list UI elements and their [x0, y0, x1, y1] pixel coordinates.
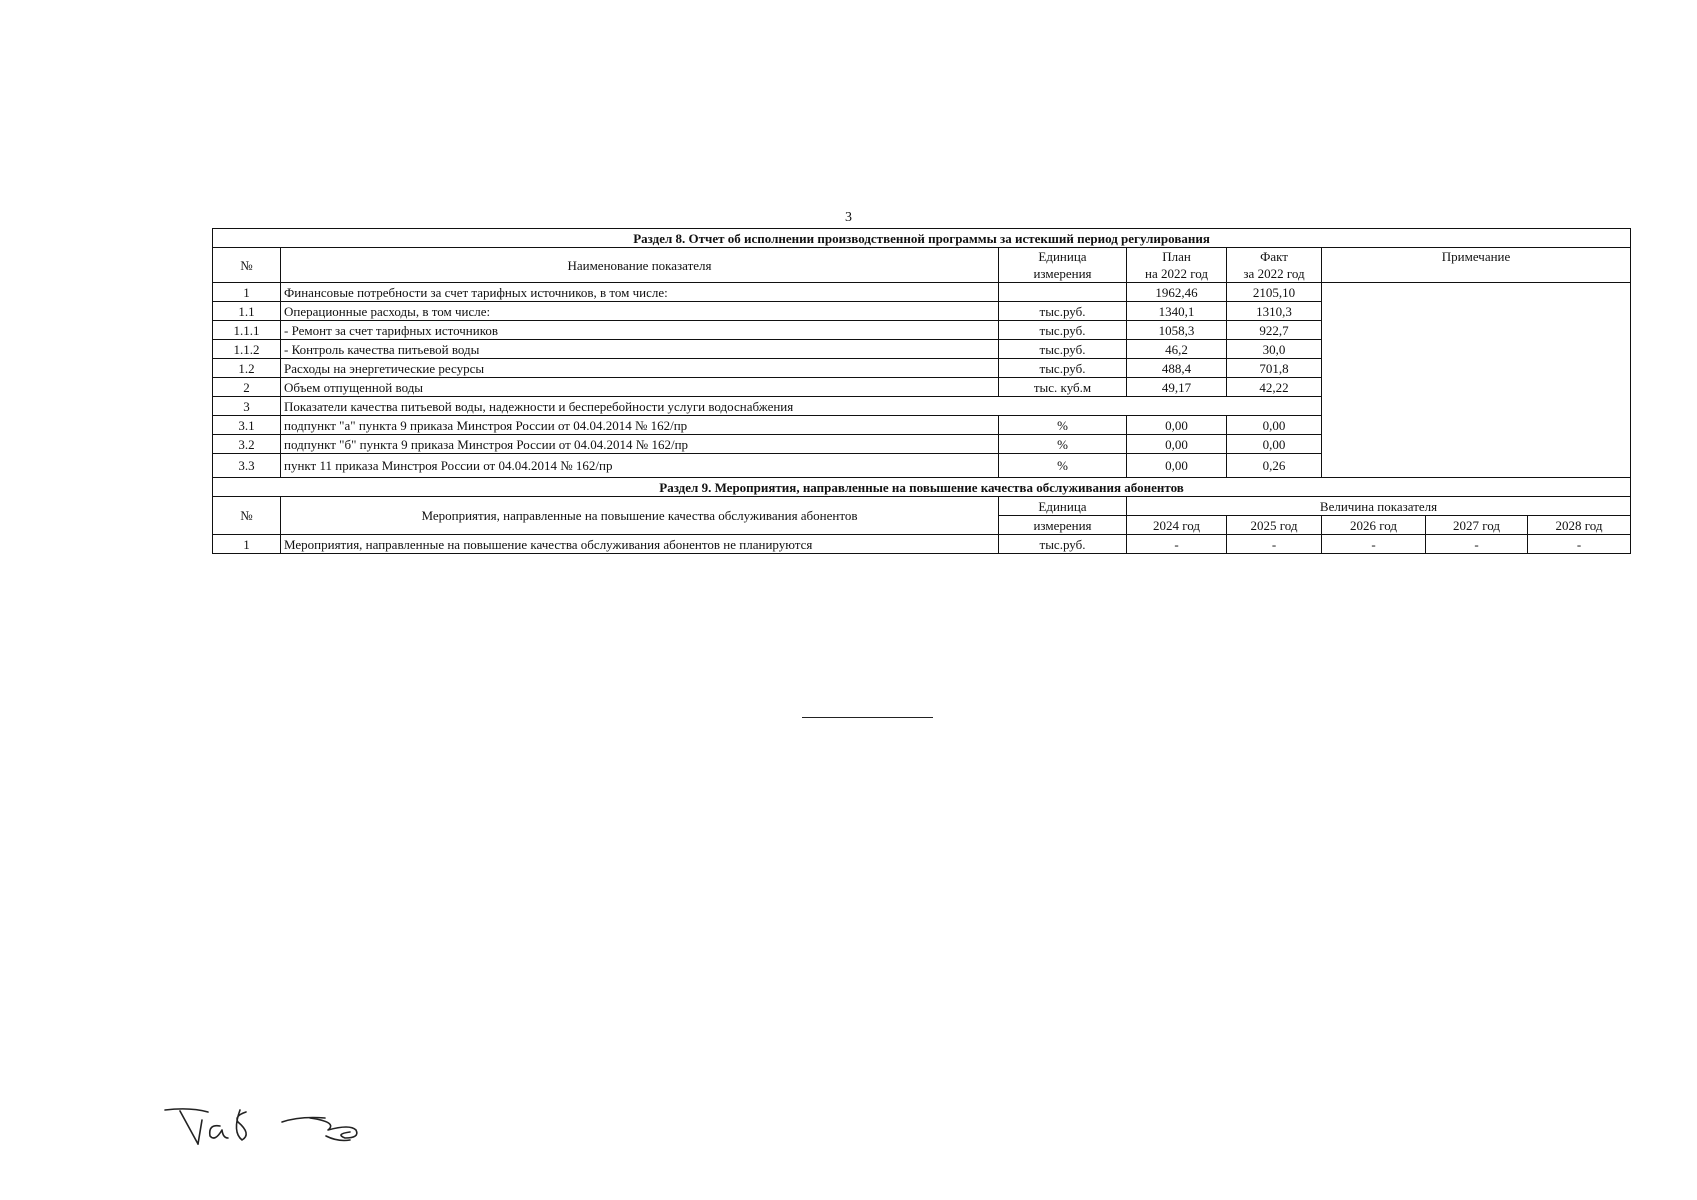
- row-fact: 42,22: [1227, 378, 1322, 397]
- row-value: -: [1528, 535, 1631, 554]
- section8-header-row: [213, 248, 1631, 283]
- row-plan: 49,17: [1127, 378, 1227, 397]
- row-num: 1: [213, 535, 281, 554]
- row-value: -: [1227, 535, 1322, 554]
- header-num: №: [213, 248, 281, 283]
- row-plan: 1058,3: [1127, 321, 1227, 340]
- row-name: - Контроль качества питьевой воды: [281, 340, 999, 359]
- row-num: 3.3: [213, 454, 281, 478]
- handwritten-signature: [160, 1102, 410, 1152]
- row-name: пункт 11 приказа Минстроя России от 04.04.2014 № 162/пр: [281, 454, 999, 478]
- row-fact: 0,00: [1227, 435, 1322, 454]
- header-year: 2026 год: [1322, 516, 1426, 535]
- row-num: 2: [213, 378, 281, 397]
- row-num: 1.2: [213, 359, 281, 378]
- end-of-document-rule: [802, 717, 933, 718]
- row-plan: 488,4: [1127, 359, 1227, 378]
- header-year: 2027 год: [1426, 516, 1528, 535]
- row-fact: 30,0: [1227, 340, 1322, 359]
- row-unit: [999, 283, 1127, 302]
- row-plan: 0,00: [1127, 416, 1227, 435]
- row-num: 1.1.1: [213, 321, 281, 340]
- row-name: Показатели качества питьевой воды, надежности и бесперебойности услуги водоснабжения: [281, 397, 1322, 416]
- section8-title-row: [213, 229, 1631, 248]
- header-unit-line2: измерения: [1033, 266, 1092, 281]
- row-unit: %: [999, 454, 1127, 478]
- header-year: 2024 год: [1127, 516, 1227, 535]
- header-name: Наименование показателя: [281, 248, 999, 283]
- report-table: [212, 228, 1631, 554]
- row-name: - Ремонт за счет тарифных источников: [281, 321, 999, 340]
- header-fact: [1227, 248, 1322, 283]
- row-num: 1.1.2: [213, 340, 281, 359]
- header-unit-line2: измерения: [999, 516, 1127, 535]
- header-num: №: [213, 497, 281, 535]
- row-num: 3: [213, 397, 281, 416]
- header-plan-line2: на 2022 год: [1145, 266, 1208, 281]
- row-fact: 0,26: [1227, 454, 1322, 478]
- row-fact: 922,7: [1227, 321, 1322, 340]
- header-fact-line1: Факт: [1260, 249, 1288, 264]
- row-plan: 0,00: [1127, 435, 1227, 454]
- row-unit: тыс.руб.: [999, 321, 1127, 340]
- row-unit: тыс.руб.: [999, 359, 1127, 378]
- row-plan: 1340,1: [1127, 302, 1227, 321]
- header-year: 2025 год: [1227, 516, 1322, 535]
- header-note: Примечание: [1322, 248, 1631, 283]
- header-plan: [1127, 248, 1227, 283]
- row-fact: 1310,3: [1227, 302, 1322, 321]
- header-year: 2028 год: [1528, 516, 1631, 535]
- row-unit: тыс. куб.м: [999, 378, 1127, 397]
- row-value: -: [1322, 535, 1426, 554]
- header-unit-line1: Единица: [999, 497, 1127, 516]
- row-name: подпункт "а" пункта 9 приказа Минстроя России от 04.04.2014 № 162/пр: [281, 416, 999, 435]
- row-fact: 2105,10: [1227, 283, 1322, 302]
- row-fact: 701,8: [1227, 359, 1322, 378]
- row-plan: 46,2: [1127, 340, 1227, 359]
- section9-header-row: [213, 497, 1631, 516]
- row-unit: %: [999, 435, 1127, 454]
- row-num: 1.1: [213, 302, 281, 321]
- row-unit: %: [999, 416, 1127, 435]
- header-fact-line2: за 2022 год: [1243, 266, 1305, 281]
- row-unit: тыс.руб.: [999, 535, 1127, 554]
- row-fact: 0,00: [1227, 416, 1322, 435]
- row-value: -: [1426, 535, 1528, 554]
- row-unit: тыс.руб.: [999, 302, 1127, 321]
- row-name: Финансовые потребности за счет тарифных источников, в том числе:: [281, 283, 999, 302]
- header-measures: Мероприятия, направленные на повышение качества обслуживания абонентов: [281, 497, 999, 535]
- row-name: Мероприятия, направленные на повышение качества обслуживания абонентов не планируются: [281, 535, 999, 554]
- header-value: Величина показателя: [1127, 497, 1631, 516]
- table-row: [213, 535, 1631, 554]
- table-row: [213, 283, 1631, 302]
- note-cell: [1322, 283, 1631, 478]
- section9-title: Раздел 9. Мероприятия, направленные на повышение качества обслуживания абонентов: [213, 478, 1631, 497]
- row-name: подпункт "б" пункта 9 приказа Минстроя России от 04.04.2014 № 162/пр: [281, 435, 999, 454]
- row-name: Расходы на энергетические ресурсы: [281, 359, 999, 378]
- row-name: Операционные расходы, в том числе:: [281, 302, 999, 321]
- section9-title-row: [213, 478, 1631, 497]
- page-number: 3: [845, 210, 852, 225]
- header-unit-line1: Единица: [1038, 249, 1087, 264]
- section8-title: Раздел 8. Отчет об исполнении производственной программы за истекший период регулирования: [213, 229, 1631, 248]
- header-plan-line1: План: [1162, 249, 1191, 264]
- row-value: -: [1127, 535, 1227, 554]
- row-unit: тыс.руб.: [999, 340, 1127, 359]
- row-num: 3.2: [213, 435, 281, 454]
- row-num: 3.1: [213, 416, 281, 435]
- row-plan: 0,00: [1127, 454, 1227, 478]
- row-plan: 1962,46: [1127, 283, 1227, 302]
- header-unit: [999, 248, 1127, 283]
- row-name: Объем отпущенной воды: [281, 378, 999, 397]
- row-num: 1: [213, 283, 281, 302]
